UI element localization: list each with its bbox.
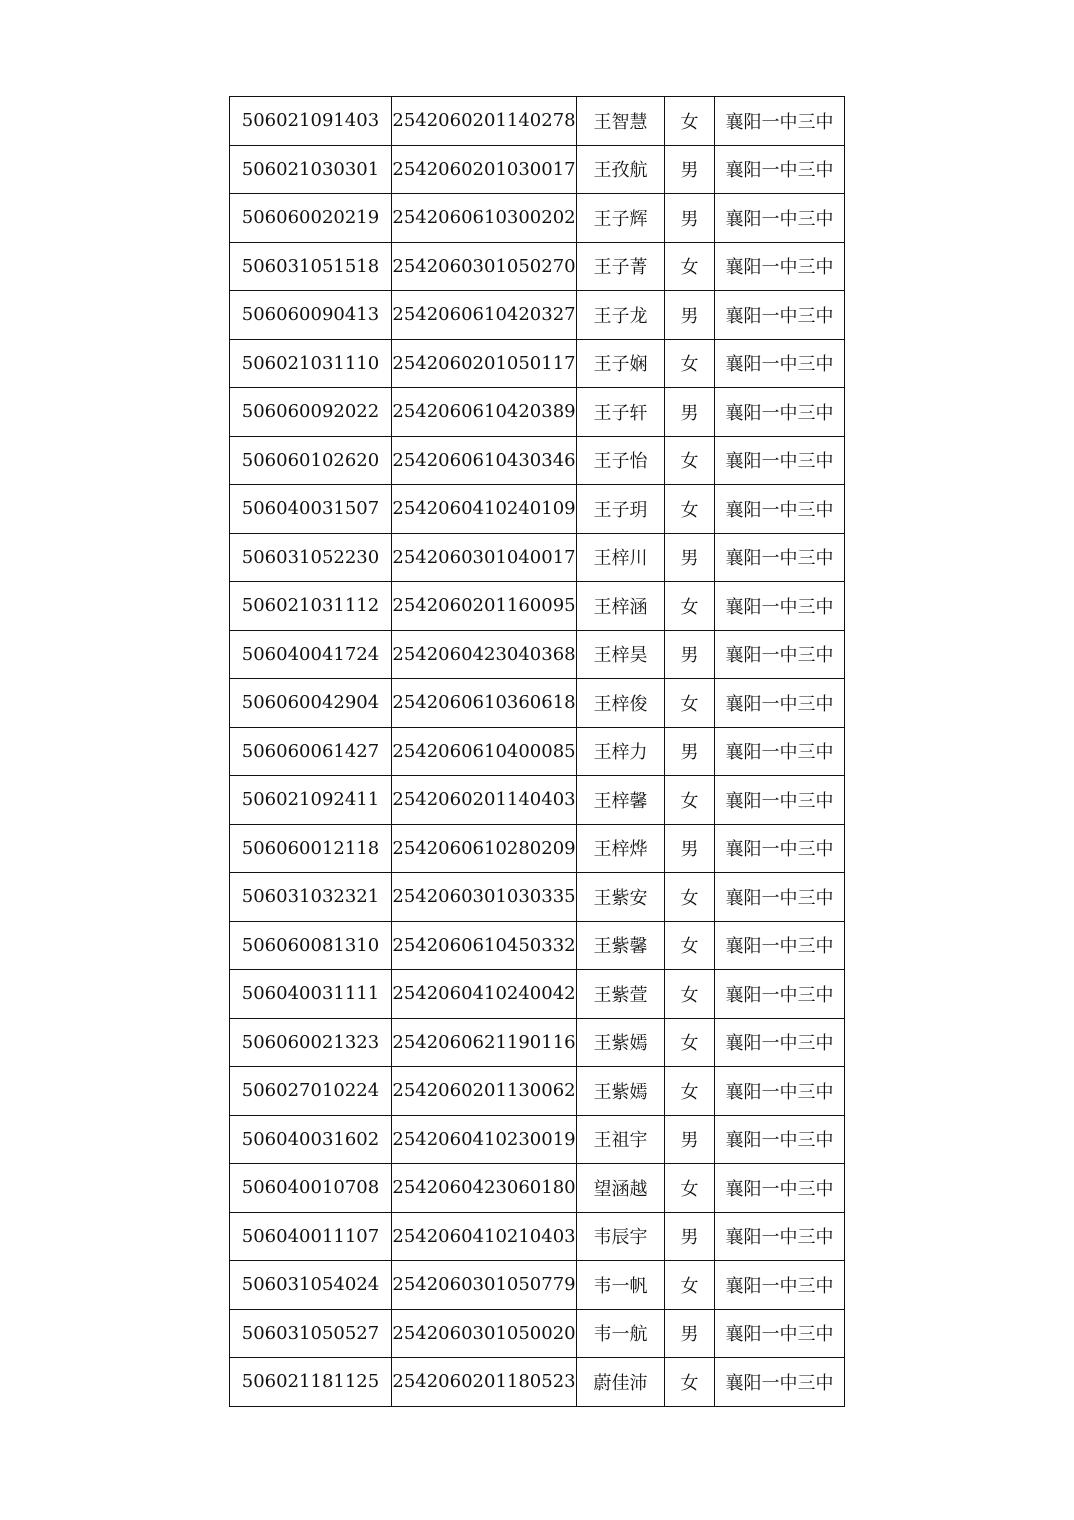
exam-number-cell: 506060081310 [230,921,392,970]
gender-cell: 男 [665,1115,715,1164]
school-cell: 襄阳一中三中 [715,242,845,291]
student-name-cell: 王梓俊 [577,679,665,728]
gender-cell: 女 [665,921,715,970]
table-row [230,388,845,437]
school-cell: 襄阳一中三中 [715,533,845,582]
exam-number-cell: 506060061427 [230,727,392,776]
gender-cell: 女 [665,1018,715,1067]
gender-cell: 女 [665,1358,715,1407]
school-cell: 襄阳一中三中 [715,339,845,388]
student-name-cell: 王祖宇 [577,1115,665,1164]
student-name-cell: 王子龙 [577,291,665,340]
school-cell: 襄阳一中三中 [715,1164,845,1213]
school-cell: 襄阳一中三中 [715,1261,845,1310]
exam-number-cell: 506021031110 [230,339,392,388]
student-name-cell: 王梓昊 [577,630,665,679]
table-row [230,824,845,873]
exam-number-cell: 506040031507 [230,485,392,534]
registration-number-cell: 2542060410210403 [392,1212,577,1261]
student-name-cell: 王紫馨 [577,921,665,970]
table-row [230,533,845,582]
gender-cell: 女 [665,436,715,485]
gender-cell: 女 [665,776,715,825]
table-row [230,97,845,146]
table-row [230,873,845,922]
school-cell: 襄阳一中三中 [715,970,845,1019]
school-cell: 襄阳一中三中 [715,485,845,534]
student-name-cell: 王子玥 [577,485,665,534]
registration-number-cell: 2542060301050779 [392,1261,577,1310]
gender-cell: 女 [665,485,715,534]
school-cell: 襄阳一中三中 [715,1115,845,1164]
table-row [230,1018,845,1067]
roster-table-body [230,97,845,1407]
school-cell: 襄阳一中三中 [715,145,845,194]
table-row [230,679,845,728]
exam-number-cell: 506021030301 [230,145,392,194]
exam-number-cell: 506031032321 [230,873,392,922]
student-name-cell: 王梓烨 [577,824,665,873]
table-row [230,194,845,243]
registration-number-cell: 2542060201130062 [392,1067,577,1116]
gender-cell: 男 [665,194,715,243]
school-cell: 襄阳一中三中 [715,1212,845,1261]
student-name-cell: 韦一航 [577,1309,665,1358]
registration-number-cell: 2542060301050270 [392,242,577,291]
student-name-cell: 王紫安 [577,873,665,922]
student-name-cell: 王孜航 [577,145,665,194]
registration-number-cell: 2542060423040368 [392,630,577,679]
student-name-cell: 王智慧 [577,97,665,146]
gender-cell: 女 [665,242,715,291]
exam-number-cell: 506031052230 [230,533,392,582]
exam-number-cell: 506060090413 [230,291,392,340]
school-cell: 襄阳一中三中 [715,776,845,825]
school-cell: 襄阳一中三中 [715,873,845,922]
registration-number-cell: 2542060610280209 [392,824,577,873]
table-row [230,1164,845,1213]
table-row [230,145,845,194]
exam-number-cell: 506031054024 [230,1261,392,1310]
gender-cell: 女 [665,1067,715,1116]
school-cell: 襄阳一中三中 [715,824,845,873]
registration-number-cell: 2542060621190116 [392,1018,577,1067]
registration-number-cell: 2542060301040017 [392,533,577,582]
registration-number-cell: 2542060201140403 [392,776,577,825]
student-name-cell: 王子怡 [577,436,665,485]
registration-number-cell: 2542060610360618 [392,679,577,728]
exam-number-cell: 506031051518 [230,242,392,291]
exam-number-cell: 506040011107 [230,1212,392,1261]
registration-number-cell: 2542060410230019 [392,1115,577,1164]
student-name-cell: 韦一帆 [577,1261,665,1310]
table-row [230,1309,845,1358]
exam-number-cell: 506021181125 [230,1358,392,1407]
registration-number-cell: 2542060610420327 [392,291,577,340]
exam-number-cell: 506040031602 [230,1115,392,1164]
table-row [230,1261,845,1310]
student-name-cell: 王紫嫣 [577,1018,665,1067]
table-row [230,242,845,291]
school-cell: 襄阳一中三中 [715,1018,845,1067]
gender-cell: 女 [665,339,715,388]
table-row [230,339,845,388]
school-cell: 襄阳一中三中 [715,921,845,970]
school-cell: 襄阳一中三中 [715,679,845,728]
school-cell: 襄阳一中三中 [715,194,845,243]
registration-number-cell: 2542060610300202 [392,194,577,243]
school-cell: 襄阳一中三中 [715,630,845,679]
registration-number-cell: 2542060201030017 [392,145,577,194]
registration-number-cell: 2542060610420389 [392,388,577,437]
gender-cell: 女 [665,970,715,1019]
gender-cell: 男 [665,630,715,679]
registration-number-cell: 2542060301050020 [392,1309,577,1358]
gender-cell: 男 [665,533,715,582]
student-name-cell: 望涵越 [577,1164,665,1213]
registration-number-cell: 2542060610400085 [392,727,577,776]
exam-number-cell: 506040010708 [230,1164,392,1213]
registration-number-cell: 2542060201050117 [392,339,577,388]
school-cell: 襄阳一中三中 [715,727,845,776]
exam-number-cell: 506021091403 [230,97,392,146]
table-row [230,1358,845,1407]
school-cell: 襄阳一中三中 [715,291,845,340]
table-row [230,485,845,534]
registration-number-cell: 2542060410240109 [392,485,577,534]
registration-number-cell: 2542060201140278 [392,97,577,146]
exam-number-cell: 506031050527 [230,1309,392,1358]
student-name-cell: 王梓涵 [577,582,665,631]
gender-cell: 男 [665,824,715,873]
school-cell: 襄阳一中三中 [715,1358,845,1407]
student-name-cell: 王梓川 [577,533,665,582]
table-row [230,436,845,485]
exam-number-cell: 506060092022 [230,388,392,437]
school-cell: 襄阳一中三中 [715,436,845,485]
exam-number-cell: 506021092411 [230,776,392,825]
table-row [230,291,845,340]
gender-cell: 女 [665,1261,715,1310]
registration-number-cell: 2542060423060180 [392,1164,577,1213]
gender-cell: 男 [665,1212,715,1261]
table-row [230,1212,845,1261]
exam-number-cell: 506027010224 [230,1067,392,1116]
school-cell: 襄阳一中三中 [715,1067,845,1116]
student-name-cell: 王紫萱 [577,970,665,1019]
registration-number-cell: 2542060201180523 [392,1358,577,1407]
table-row [230,727,845,776]
student-name-cell: 王子辉 [577,194,665,243]
school-cell: 襄阳一中三中 [715,1309,845,1358]
student-name-cell: 王紫嫣 [577,1067,665,1116]
exam-number-cell: 506021031112 [230,582,392,631]
exam-number-cell: 506060012118 [230,824,392,873]
gender-cell: 男 [665,1309,715,1358]
table-row [230,921,845,970]
school-cell: 襄阳一中三中 [715,388,845,437]
exam-number-cell: 506060021323 [230,1018,392,1067]
exam-number-cell: 506040041724 [230,630,392,679]
gender-cell: 男 [665,727,715,776]
registration-number-cell: 2542060301030335 [392,873,577,922]
table-row [230,1067,845,1116]
student-name-cell: 王梓馨 [577,776,665,825]
registration-number-cell: 2542060610430346 [392,436,577,485]
table-row [230,582,845,631]
school-cell: 襄阳一中三中 [715,582,845,631]
student-name-cell: 韦辰宇 [577,1212,665,1261]
gender-cell: 女 [665,873,715,922]
gender-cell: 女 [665,97,715,146]
registration-number-cell: 2542060201160095 [392,582,577,631]
gender-cell: 男 [665,145,715,194]
table-row [230,1115,845,1164]
student-name-cell: 蔚佳沛 [577,1358,665,1407]
school-cell: 襄阳一中三中 [715,97,845,146]
exam-number-cell: 506060042904 [230,679,392,728]
student-name-cell: 王子菁 [577,242,665,291]
gender-cell: 男 [665,388,715,437]
exam-number-cell: 506060020219 [230,194,392,243]
student-name-cell: 王子娴 [577,339,665,388]
registration-number-cell: 2542060410240042 [392,970,577,1019]
table-row [230,776,845,825]
student-roster-table [229,96,845,1407]
student-name-cell: 王子轩 [577,388,665,437]
gender-cell: 男 [665,291,715,340]
table-row [230,970,845,1019]
student-name-cell: 王梓力 [577,727,665,776]
exam-number-cell: 506040031111 [230,970,392,1019]
gender-cell: 女 [665,1164,715,1213]
gender-cell: 女 [665,679,715,728]
exam-number-cell: 506060102620 [230,436,392,485]
registration-number-cell: 2542060610450332 [392,921,577,970]
gender-cell: 女 [665,582,715,631]
table-row [230,630,845,679]
